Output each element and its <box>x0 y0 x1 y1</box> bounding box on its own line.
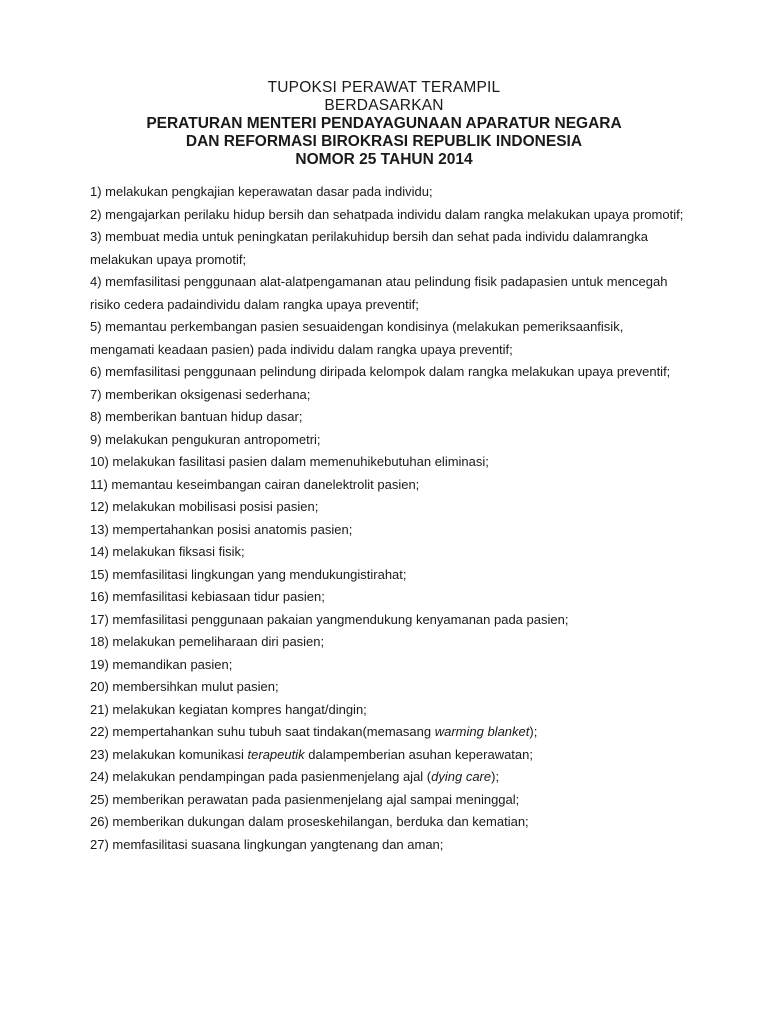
list-item: 8) memberikan bantuan hidup dasar; <box>90 409 303 424</box>
list-item: 20) membersihkan mulut pasien; <box>90 679 279 694</box>
duties-list <box>90 181 690 856</box>
list-item: 27) memfasilitasi suasana lingkungan yangtenang dan aman; <box>90 836 444 852</box>
list-item: 14) melakukan fiksasi fisik; <box>90 544 245 559</box>
regulation-title-line-1: PERATURAN MENTERI PENDAYAGUNAAN APARATUR NEGARA <box>146 115 622 132</box>
regulation-number: NOMOR 25 TAHUN 2014 <box>295 151 473 168</box>
regulation-title-line-2: DAN REFORMASI BIROKRASI REPUBLIK INDONESIA <box>185 133 583 150</box>
list-item: 13) mempertahankan posisi anatomis pasien; <box>90 521 353 537</box>
list-item: 9) melakukan pengukuran antropometri; <box>90 431 321 447</box>
list-item-emphasis: dying care <box>431 769 492 784</box>
list-item: 26) memberikan dukungan dalam proseskehilangan, berduka dan kematian; <box>90 814 529 829</box>
list-item: 16) memfasilitasi kebiasaan tidur pasien; <box>90 589 325 604</box>
list-item-emphasis: terapeutik <box>247 746 305 762</box>
list-item: 11) memantau keseimbangan cairan danelektrolit pasien; <box>90 476 420 492</box>
list-item: 5) memantau perkembangan pasien sesuaidengan kondisinya (melakukan pemeriksaanfisik, mengamati keadaan pasien) pada individu dalam rangka upaya preventif; <box>90 319 624 357</box>
list-item-text: 22) mempertahankan suhu tubuh saat tindakan(memasang <box>90 724 435 739</box>
list-item: 2) mengajarkan perilaku hidup bersih dan sehatpada individu dalam rangka melakukan upaya promotif; <box>90 206 684 222</box>
list-item: 3) membuat media untuk peningkatan perilakuhidup bersih dan sehat pada individu dalamrangka melakukan upaya promotif; <box>90 229 648 267</box>
list-item: 19) memandikan pasien; <box>90 656 233 672</box>
document-header <box>0 79 768 169</box>
list-item: 17) memfasilitasi penggunaan pakaian yangmendukung kenyamanan pada pasien; <box>90 611 569 627</box>
list-item <box>90 766 690 789</box>
list-item-text: 23) melakukan komunikasi <box>90 746 248 762</box>
list-item: 25) memberikan perawatan pada pasienmenjelang ajal sampai meninggal; <box>90 791 520 807</box>
list-item-text: dalampemberian asuhan keperawatan; <box>304 746 533 762</box>
list-item: 15) memfasilitasi lingkungan yang mendukungistirahat; <box>90 566 407 582</box>
list-item-text: ); <box>491 769 500 784</box>
list-item-text: 24) melakukan pendampingan pada pasienmenjelang ajal ( <box>90 769 432 784</box>
list-item: 6) memfasilitasi penggunaan pelindung diripada kelompok dalam rangka melakukan upaya preventif; <box>90 364 671 379</box>
list-item: 21) melakukan kegiatan kompres hangat/dingin; <box>90 701 367 717</box>
list-item: 18) melakukan pemeliharaan diri pasien; <box>90 634 325 649</box>
list-item-emphasis: warming blanket <box>434 724 530 739</box>
list-item: 7) memberikan oksigenasi sederhana; <box>90 386 311 402</box>
list-item: 4) memfasilitasi penggunaan alat-alatpengamanan atau pelindung fisik padapasien untuk mencegah risiko cedera padaindividu dalam rangka upaya preventif; <box>90 274 668 312</box>
document-title: TUPOKSI PERAWAT TERAMPIL <box>267 79 501 96</box>
list-item-text: ); <box>529 724 538 739</box>
list-item <box>90 721 690 744</box>
list-item: 12) melakukan mobilisasi posisi pasien; <box>90 499 319 514</box>
list-item <box>90 744 690 767</box>
list-item: 1) melakukan pengkajian keperawatan dasar pada individu; <box>90 184 433 199</box>
document-title-basis: BERDASARKAN <box>324 97 444 114</box>
list-item: 10) melakukan fasilitasi pasien dalam memenuhikebutuhan eliminasi; <box>90 454 489 469</box>
